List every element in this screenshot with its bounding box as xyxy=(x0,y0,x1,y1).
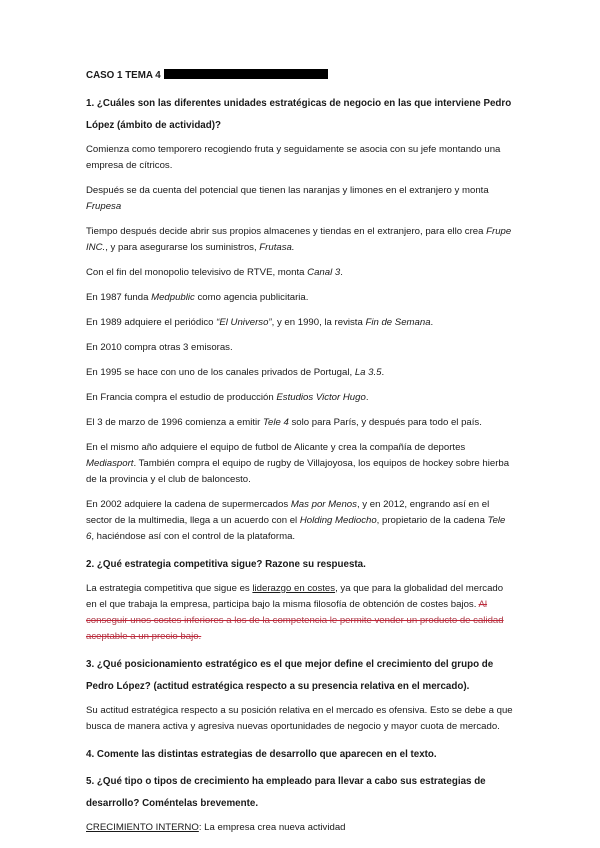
document-body xyxy=(86,68,516,845)
question-5: 5. ¿Qué tipo o tipos de crecimiento ha empleado para llevar a cabo sus estrategias de desarrollo? Coméntelas brevemente. xyxy=(86,776,486,809)
answer-2: La estrategia competitiva que sigue es liderazgo en costes, ya que para la globalidad del mercado en el que trabaja la empresa, participa bajo la misma filosofía de obtención de costes bajos. Al conseguir unos costes inferiores a los de la competencia le permite vender un producto de calidad aceptable a un precio bajo. xyxy=(86,583,504,642)
struck-text: Al conseguir unos costes inferiores a los de la competencia le permite vender un producto de calidad aceptable a un precio bajo. xyxy=(86,599,504,642)
document-title: CASO 1 TEMA 4 xyxy=(86,70,161,81)
question-1: 1. ¿Cuáles son las diferentes unidades estratégicas de negocio en las que interviene Pedro López (ámbito de actividad)? xyxy=(86,98,512,131)
paragraph-emisoras: En 2010 compra otras 3 emisoras. xyxy=(86,342,233,353)
question-4: 4. Comente las distintas estrategias de desarrollo que aparecen en el texto. xyxy=(86,749,437,760)
paragraph-el-universo: En 1989 adquiere el periódico “El Universo”, y en 1990, la revista Fin de Semana. xyxy=(86,317,434,328)
document-title-row xyxy=(86,68,516,84)
paragraph-supermercados: En 2002 adquiere la cadena de supermercados Mas por Menos, y en 2012, engrando así en el sector de la multimedia, llega a un acuerdo con el Holding Mediocho, propietario de la cadena Tele 6, haciéndose así con el control de la plataforma. xyxy=(86,499,506,542)
paragraph-frupe-inc: Tiempo después decide abrir sus propios almacenes y tiendas en el extranjero, para ello crea Frupe INC., y para asegurarse los suministros, Frutasa. xyxy=(86,226,512,253)
answer-3: Su actitud estratégica respecto a su posición relativa en el mercado es ofensiva. Esto se debe a que busca de manera activa y agresiva nuevas oportunidades de negocio y mayor cuota de mercado. xyxy=(86,705,513,732)
question-2: 2. ¿Qué estrategia competitiva sigue? Razone su respuesta. xyxy=(86,559,366,570)
paragraph-citrus-start: Comienza como temporero recogiendo fruta y seguidamente se asocia con su jefe montando una empresa de cítricos. xyxy=(86,144,501,171)
paragraph-portugal: En 1995 se hace con uno de los canales privados de Portugal, La 3.5. xyxy=(86,367,385,378)
paragraph-frupesa: Después se da cuenta del potencial que tienen las naranjas y limones en el extranjero y monta Frupesa xyxy=(86,185,489,212)
paragraph-medpublic: En 1987 funda Medpublic como agencia publicitaria. xyxy=(86,292,309,303)
paragraph-mediasport: En el mismo año adquiere el equipo de futbol de Alicante y crea la compañía de deportes Mediasport. También compra el equipo de rugby de Villajoyosa, los equipos de hockey sobre hierba de la provincia y el club de baloncesto. xyxy=(86,442,510,485)
paragraph-canal-3: Con el fin del monopolio televisivo de RTVE, monta Canal 3. xyxy=(86,267,343,278)
crecimiento-interno-heading: CRECIMIENTO INTERNO xyxy=(86,822,199,833)
highlight-liderazgo: liderazgo en costes xyxy=(252,583,336,594)
redaction-bar xyxy=(164,69,328,79)
question-3: 3. ¿Qué posicionamiento estratégico es el que mejor define el crecimiento del grupo de Pedro López? (actitud estratégica respecto a su presencia relativa en el mercado). xyxy=(86,659,494,692)
paragraph-tele-4: El 3 de marzo de 1996 comienza a emitir Tele 4 solo para París, y después para todo el país. xyxy=(86,417,482,428)
answer-5: CRECIMIENTO INTERNO: La empresa crea nueva actividad xyxy=(86,822,346,833)
paragraph-francia: En Francia compra el estudio de producción Estudios Victor Hugo. xyxy=(86,392,369,403)
